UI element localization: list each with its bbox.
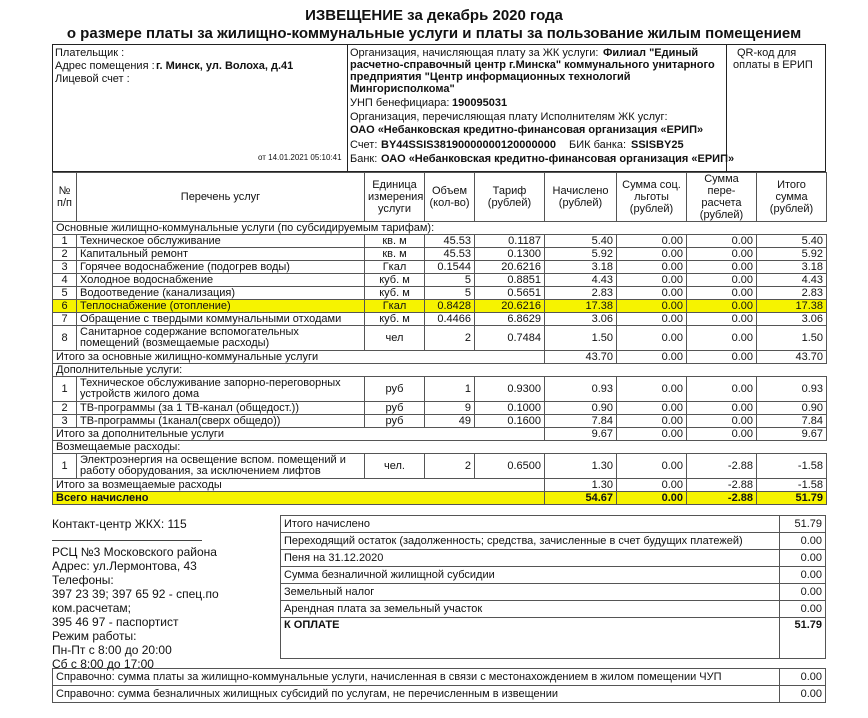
- service-name: Электроэнергия на освещение вспом. помещений и работу оборудования, за исключением лифтов: [77, 454, 365, 479]
- contact-phones-2: ком.расчетам;: [52, 601, 132, 615]
- to-pay-label: К ОПЛАТЕ: [281, 618, 780, 659]
- subtotal-row: [53, 479, 827, 492]
- volume: 0.8428: [425, 300, 475, 313]
- unit: Гкал: [365, 300, 425, 313]
- total: 17.38: [757, 300, 827, 313]
- subtotal-label: Итого за дополнительные услуги: [53, 428, 545, 441]
- subtotal-recalc: -2.88: [687, 492, 757, 505]
- divider: [52, 540, 202, 541]
- service-name: Санитарное содержание вспомогательных помещений (возмещаемые расходы): [77, 326, 365, 351]
- contact-rsc: РСЦ №3 Московского района: [52, 545, 217, 559]
- volume: 49: [425, 415, 475, 428]
- total: 4.43: [757, 274, 827, 287]
- notice-subtitle: о размере платы за жилищно-коммунальные услуги и платы за пользование жилым помещением: [66, 25, 802, 42]
- volume: 0.4466: [425, 313, 475, 326]
- section-row: [53, 364, 827, 377]
- bik-value: SSISBY25: [631, 139, 684, 151]
- tariff: 0.1187: [475, 235, 545, 248]
- recalc: 0.00: [687, 313, 757, 326]
- service-row: [53, 261, 827, 274]
- unit: кв. м: [365, 235, 425, 248]
- subtotal-recalc: 0.00: [687, 351, 757, 364]
- contact-phones-3: 395 46 97 - паспортист: [52, 615, 179, 629]
- bank-account-value: BY44SSIS38190000000120000000: [381, 139, 556, 151]
- tariff: 0.6500: [475, 454, 545, 479]
- subtotal-benefits: 0.00: [617, 479, 687, 492]
- service-name: Теплоснабжение (отопление): [77, 300, 365, 313]
- header-charged: Начислено (рублей): [545, 173, 617, 222]
- subtotal-label: Всего начислено: [53, 492, 545, 505]
- summary-row: [281, 533, 826, 550]
- benefits: 0.00: [617, 377, 687, 402]
- charged: 17.38: [545, 300, 617, 313]
- row-number: 1: [53, 235, 77, 248]
- service-row: [53, 326, 827, 351]
- unit: чел: [365, 326, 425, 351]
- unit: куб. м: [365, 287, 425, 300]
- charged: 5.40: [545, 235, 617, 248]
- header-benefits: Сумма соц. льготы (рублей): [617, 173, 687, 222]
- charged: 1.30: [545, 454, 617, 479]
- row-number: 1: [53, 377, 77, 402]
- unit: куб. м: [365, 274, 425, 287]
- service-name: Капитальный ремонт: [77, 248, 365, 261]
- contact-phones-label: Телефоны:: [52, 573, 114, 587]
- recalc: 0.00: [687, 261, 757, 274]
- recalc: 0.00: [687, 326, 757, 351]
- bik-label: БИК банка:: [569, 139, 627, 151]
- contact-center: Контакт-центр ЖКХ: 115: [52, 517, 187, 531]
- to-pay-value: 51.79: [780, 618, 826, 659]
- unit: руб: [365, 415, 425, 428]
- header-tariff: Тариф (рублей): [475, 173, 545, 222]
- subtotal-benefits: 0.00: [617, 428, 687, 441]
- row-number: 2: [53, 248, 77, 261]
- contact-phones-1: 397 23 39; 397 65 92 - спец.по: [52, 587, 219, 601]
- total: 0.90: [757, 402, 827, 415]
- header-row: [53, 173, 827, 222]
- charged: 5.92: [545, 248, 617, 261]
- volume: 45.53: [425, 235, 475, 248]
- contact-hours-label: Режим работы:: [52, 629, 137, 643]
- service-row: [53, 454, 827, 479]
- service-row: [53, 415, 827, 428]
- subtotal-benefits: 0.00: [617, 492, 687, 505]
- summary-value: 0.00: [780, 567, 826, 584]
- org-name-2: расчетно-справочный центр г.Минска" коммунального унитарного: [350, 59, 715, 71]
- row-number: 1: [53, 454, 77, 479]
- org-name-1: Филиал "Единый: [603, 47, 699, 59]
- total: 5.40: [757, 235, 827, 248]
- volume: 0.1544: [425, 261, 475, 274]
- summary-value: 0.00: [780, 533, 826, 550]
- subtotal-charged: 54.67: [545, 492, 617, 505]
- recalc: 0.00: [687, 235, 757, 248]
- benefits: 0.00: [617, 454, 687, 479]
- recalc: 0.00: [687, 300, 757, 313]
- volume: 45.53: [425, 248, 475, 261]
- notice-title: ИЗВЕЩЕНИЕ за декабрь 2020 года: [305, 7, 563, 24]
- unp-label: УНП бенефициара:: [350, 97, 450, 109]
- recalc: 0.00: [687, 274, 757, 287]
- benefits: 0.00: [617, 287, 687, 300]
- reference-label: Справочно: сумма безналичных жилищных субсидий по услугам, не перечисленным в извещении: [53, 686, 780, 703]
- charged: 3.18: [545, 261, 617, 274]
- contact-hours-saturday: Сб с 8:00 до 17:00: [52, 657, 154, 671]
- subtotal-recalc: 0.00: [687, 428, 757, 441]
- charged: 1.50: [545, 326, 617, 351]
- service-row: [53, 248, 827, 261]
- summary-value: 51.79: [780, 516, 826, 533]
- subtotal-row: [53, 428, 827, 441]
- address-value: г. Минск, ул. Волоха, д.41: [156, 60, 294, 72]
- charged: 2.83: [545, 287, 617, 300]
- total: 2.83: [757, 287, 827, 300]
- row-number: 4: [53, 274, 77, 287]
- service-row: [53, 313, 827, 326]
- account-label: Лицевой счет :: [55, 73, 130, 85]
- reference-table: [52, 668, 826, 703]
- benefits: 0.00: [617, 402, 687, 415]
- to-pay-row: [281, 618, 826, 659]
- benefits: 0.00: [617, 248, 687, 261]
- recalc: 0.00: [687, 415, 757, 428]
- reference-row: [53, 669, 826, 686]
- summary-label: Пеня на 31.12.2020: [281, 550, 780, 567]
- org-name-3: предприятия "Центр информационных технологий: [350, 71, 631, 83]
- row-number: 6: [53, 300, 77, 313]
- subtotal-row: [53, 492, 827, 505]
- volume: 2: [425, 326, 475, 351]
- summary-label: Арендная плата за земельный участок: [281, 601, 780, 618]
- subtotal-label: Итого за возмещаемые расходы: [53, 479, 545, 492]
- row-number: 3: [53, 415, 77, 428]
- bank-label: Банк:: [350, 153, 378, 165]
- recalc: 0.00: [687, 287, 757, 300]
- reference-row: [53, 686, 826, 703]
- bank-account-label: Счет:: [350, 139, 378, 151]
- tariff: 0.5651: [475, 287, 545, 300]
- header-num: № п/п: [53, 173, 77, 222]
- total: 3.06: [757, 313, 827, 326]
- tariff: 20.6216: [475, 261, 545, 274]
- section-title: Возмещаемые расходы:: [53, 441, 827, 454]
- service-name: Обращение с твердыми коммунальными отходами: [77, 313, 365, 326]
- contact-hours-weekdays: Пн-Пт с 8:00 до 20:00: [52, 643, 172, 657]
- benefits: 0.00: [617, 300, 687, 313]
- volume: 5: [425, 287, 475, 300]
- header-total: Итого сумма (рублей): [757, 173, 827, 222]
- bank-value: ОАО «Небанковская кредитно-финансовая организация «ЕРИП»: [381, 153, 735, 165]
- summary-value: 0.00: [780, 550, 826, 567]
- subtotal-benefits: 0.00: [617, 351, 687, 364]
- charged: 0.93: [545, 377, 617, 402]
- tariff: 0.9300: [475, 377, 545, 402]
- subtotal-recalc: -2.88: [687, 479, 757, 492]
- service-name: ТВ-программы (за 1 ТВ-канал (общедост.)): [77, 402, 365, 415]
- subtotal-total: 43.70: [757, 351, 827, 364]
- header-service: Перечень услуг: [77, 173, 365, 222]
- subtotal-total: 9.67: [757, 428, 827, 441]
- subtotal-total: 51.79: [757, 492, 827, 505]
- benefits: 0.00: [617, 261, 687, 274]
- service-row: [53, 274, 827, 287]
- service-row: [53, 300, 827, 313]
- issue-date: от 14.01.2021 05:10:41: [258, 153, 342, 162]
- subtotal-label: Итого за основные жилищно-коммунальные услуги: [53, 351, 545, 364]
- tariff: 20.6216: [475, 300, 545, 313]
- tariff: 0.1300: [475, 248, 545, 261]
- benefits: 0.00: [617, 235, 687, 248]
- charges-table: [52, 172, 827, 505]
- service-row: [53, 402, 827, 415]
- charged: 0.90: [545, 402, 617, 415]
- row-number: 5: [53, 287, 77, 300]
- summary-label: Земельный налог: [281, 584, 780, 601]
- summary-value: 0.00: [780, 584, 826, 601]
- unit: куб. м: [365, 313, 425, 326]
- total: 0.93: [757, 377, 827, 402]
- volume: 2: [425, 454, 475, 479]
- summary-table: [280, 515, 826, 659]
- unp-value: 190095031: [452, 97, 508, 109]
- section-title: Основные жилищно-коммунальные услуги (по субсидируемым тарифам):: [53, 222, 827, 235]
- unit: кв. м: [365, 248, 425, 261]
- section-row: [53, 222, 827, 235]
- section-title: Дополнительные услуги:: [53, 364, 827, 377]
- total: -1.58: [757, 454, 827, 479]
- summary-row: [281, 584, 826, 601]
- recalc: 0.00: [687, 402, 757, 415]
- service-name: Техническое обслуживание запорно-переговорных устройств жилого дома: [77, 377, 365, 402]
- address-label: Адрес помещения :: [55, 60, 155, 72]
- tariff: 6.8629: [475, 313, 545, 326]
- service-name: Водоотведение (канализация): [77, 287, 365, 300]
- summary-label: Итого начислено: [281, 516, 780, 533]
- row-number: 8: [53, 326, 77, 351]
- unit: чел.: [365, 454, 425, 479]
- benefits: 0.00: [617, 274, 687, 287]
- reference-label: Справочно: сумма платы за жилищно-коммунальные услуги, начисленная в связи с местонахождением в жилом помещении ЧУП: [53, 669, 780, 686]
- tariff: 0.1000: [475, 402, 545, 415]
- summary-row: [281, 601, 826, 618]
- tariff: 0.8851: [475, 274, 545, 287]
- total: 7.84: [757, 415, 827, 428]
- header-unit: Единица измерения услуги: [365, 173, 425, 222]
- volume: 1: [425, 377, 475, 402]
- recalc: 0.00: [687, 248, 757, 261]
- row-number: 7: [53, 313, 77, 326]
- recalc: -2.88: [687, 454, 757, 479]
- service-name: Техническое обслуживание: [77, 235, 365, 248]
- benefits: 0.00: [617, 326, 687, 351]
- unit: руб: [365, 402, 425, 415]
- tariff: 0.7484: [475, 326, 545, 351]
- total: 3.18: [757, 261, 827, 274]
- header-volume: Объем (кол-во): [425, 173, 475, 222]
- summary-row: [281, 516, 826, 533]
- row-number: 2: [53, 402, 77, 415]
- benefits: 0.00: [617, 415, 687, 428]
- charged: 4.43: [545, 274, 617, 287]
- total: 1.50: [757, 326, 827, 351]
- subtotal-charged: 1.30: [545, 479, 617, 492]
- section-row: [53, 441, 827, 454]
- reference-value: 0.00: [780, 686, 826, 703]
- org-label: Организация, начисляющая плату за ЖК услуги:: [350, 47, 599, 59]
- total: 5.92: [757, 248, 827, 261]
- unit: руб: [365, 377, 425, 402]
- subtotal-charged: 43.70: [545, 351, 617, 364]
- benefits: 0.00: [617, 313, 687, 326]
- subtotal-total: -1.58: [757, 479, 827, 492]
- row-number: 3: [53, 261, 77, 274]
- transfer-org-name: ОАО «Небанковская кредитно-финансовая организация «ЕРИП»: [350, 124, 704, 136]
- service-name: Горячее водоснабжение (подогрев воды): [77, 261, 365, 274]
- qr-caption-1: QR-код для: [737, 47, 797, 59]
- volume: 9: [425, 402, 475, 415]
- service-row: [53, 287, 827, 300]
- subtotal-charged: 9.67: [545, 428, 617, 441]
- service-row: [53, 377, 827, 402]
- summary-label: Переходящий остаток (задолженность; средства, зачисленные в счет будущих платежей): [281, 533, 780, 550]
- volume: 5: [425, 274, 475, 287]
- service-row: [53, 235, 827, 248]
- summary-row: [281, 567, 826, 584]
- org-name-4: Мингорисполкома": [350, 83, 455, 95]
- charged: 7.84: [545, 415, 617, 428]
- service-name: Холодное водоснабжение: [77, 274, 365, 287]
- payer-label: Плательщик :: [55, 47, 125, 59]
- service-name: ТВ-программы (1канал(сверх общедо)): [77, 415, 365, 428]
- contact-address: Адрес: ул.Лермонтова, 43: [52, 559, 197, 573]
- tariff: 0.1600: [475, 415, 545, 428]
- subtotal-row: [53, 351, 827, 364]
- unit: Гкал: [365, 261, 425, 274]
- charged: 3.06: [545, 313, 617, 326]
- recalc: 0.00: [687, 377, 757, 402]
- transfer-org-label: Организация, перечисляющая плату Исполнителям ЖК услуг:: [350, 111, 668, 123]
- summary-label: Сумма безналичной жилищной субсидии: [281, 567, 780, 584]
- header-recalc: Сумма пере- расчета (рублей): [687, 173, 757, 222]
- summary-row: [281, 550, 826, 567]
- summary-value: 0.00: [780, 601, 826, 618]
- reference-value: 0.00: [780, 669, 826, 686]
- qr-caption-2: оплаты в ЕРИП: [733, 59, 813, 71]
